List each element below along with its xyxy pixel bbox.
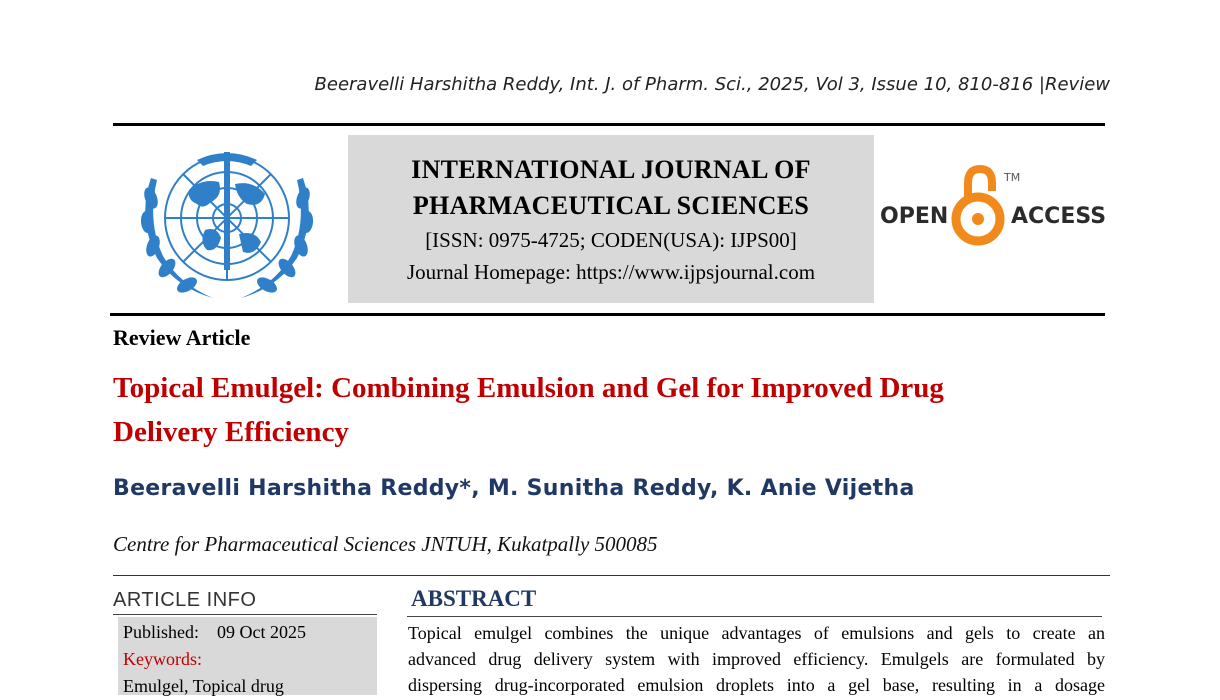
article-info-heading: ARTICLE INFO xyxy=(113,589,257,611)
journal-name-line1: INTERNATIONAL JOURNAL OF xyxy=(411,155,811,184)
affiliation: Centre for Pharmaceutical Sciences JNTUH, Kukatpally 500085 xyxy=(113,532,658,556)
journal-banner xyxy=(348,135,874,303)
abstract-body xyxy=(408,620,1105,698)
citation-header: Beeravelli Harshitha Reddy, Int. J. of Pharm. Sci., 2025, Vol 3, Issue 10, 810-816 |Review xyxy=(314,74,1110,95)
article-type: Review Article xyxy=(113,325,251,350)
journal-name-line2: PHARMACEUTICAL SCIENCES xyxy=(412,191,810,220)
header-rule-top xyxy=(113,123,1105,126)
keywords-label: Keywords: xyxy=(123,649,202,669)
journal-issn: [ISSN: 0975-4725; CODEN(USA): IJPS00] xyxy=(425,228,797,252)
header-rule-bottom xyxy=(110,313,1105,316)
author-list: Beeravelli Harshitha Reddy*, M. Sunitha Reddy, K. Anie Vijetha xyxy=(113,476,915,501)
published-row xyxy=(123,619,377,646)
journal-emblem-logo xyxy=(127,138,327,306)
abstract-line: advanced drug delivery system with improved efficiency. Emulgels are formulated by xyxy=(408,649,1105,669)
journal-homepage[interactable]: Journal Homepage: https://www.ijpsjournal.com xyxy=(406,260,816,284)
article-title xyxy=(113,366,1113,454)
published-label: Published: xyxy=(123,622,200,642)
open-access-open-word: OPEN xyxy=(880,204,949,229)
open-access-logo xyxy=(880,165,1110,255)
published-date: 09 Oct 2025 xyxy=(217,622,307,642)
trademark-mark: TM xyxy=(1004,171,1021,184)
open-access-access-word: ACCESS xyxy=(1011,204,1107,229)
keywords-text: Emulgel, Topical drug xyxy=(123,676,284,696)
abstract-line: Topical emulgel combines the unique advantages of emulsions and gels to create an xyxy=(408,623,1105,643)
article-info-box xyxy=(118,617,377,695)
open-lock-icon xyxy=(956,169,1000,241)
abstract-line: dispersing drug-incorporated emulsion droplets into a gel base, resulting in a dosage xyxy=(408,675,1105,695)
abstract-rule xyxy=(407,616,1102,617)
article-title-line1: Topical Emulgel: Combining Emulsion and Gel for Improved Drug xyxy=(113,372,944,404)
abstract-heading: ABSTRACT xyxy=(411,586,537,611)
article-title-line2: Delivery Efficiency xyxy=(113,416,349,448)
article-info-rule xyxy=(113,614,377,615)
section-divider xyxy=(113,575,1110,576)
